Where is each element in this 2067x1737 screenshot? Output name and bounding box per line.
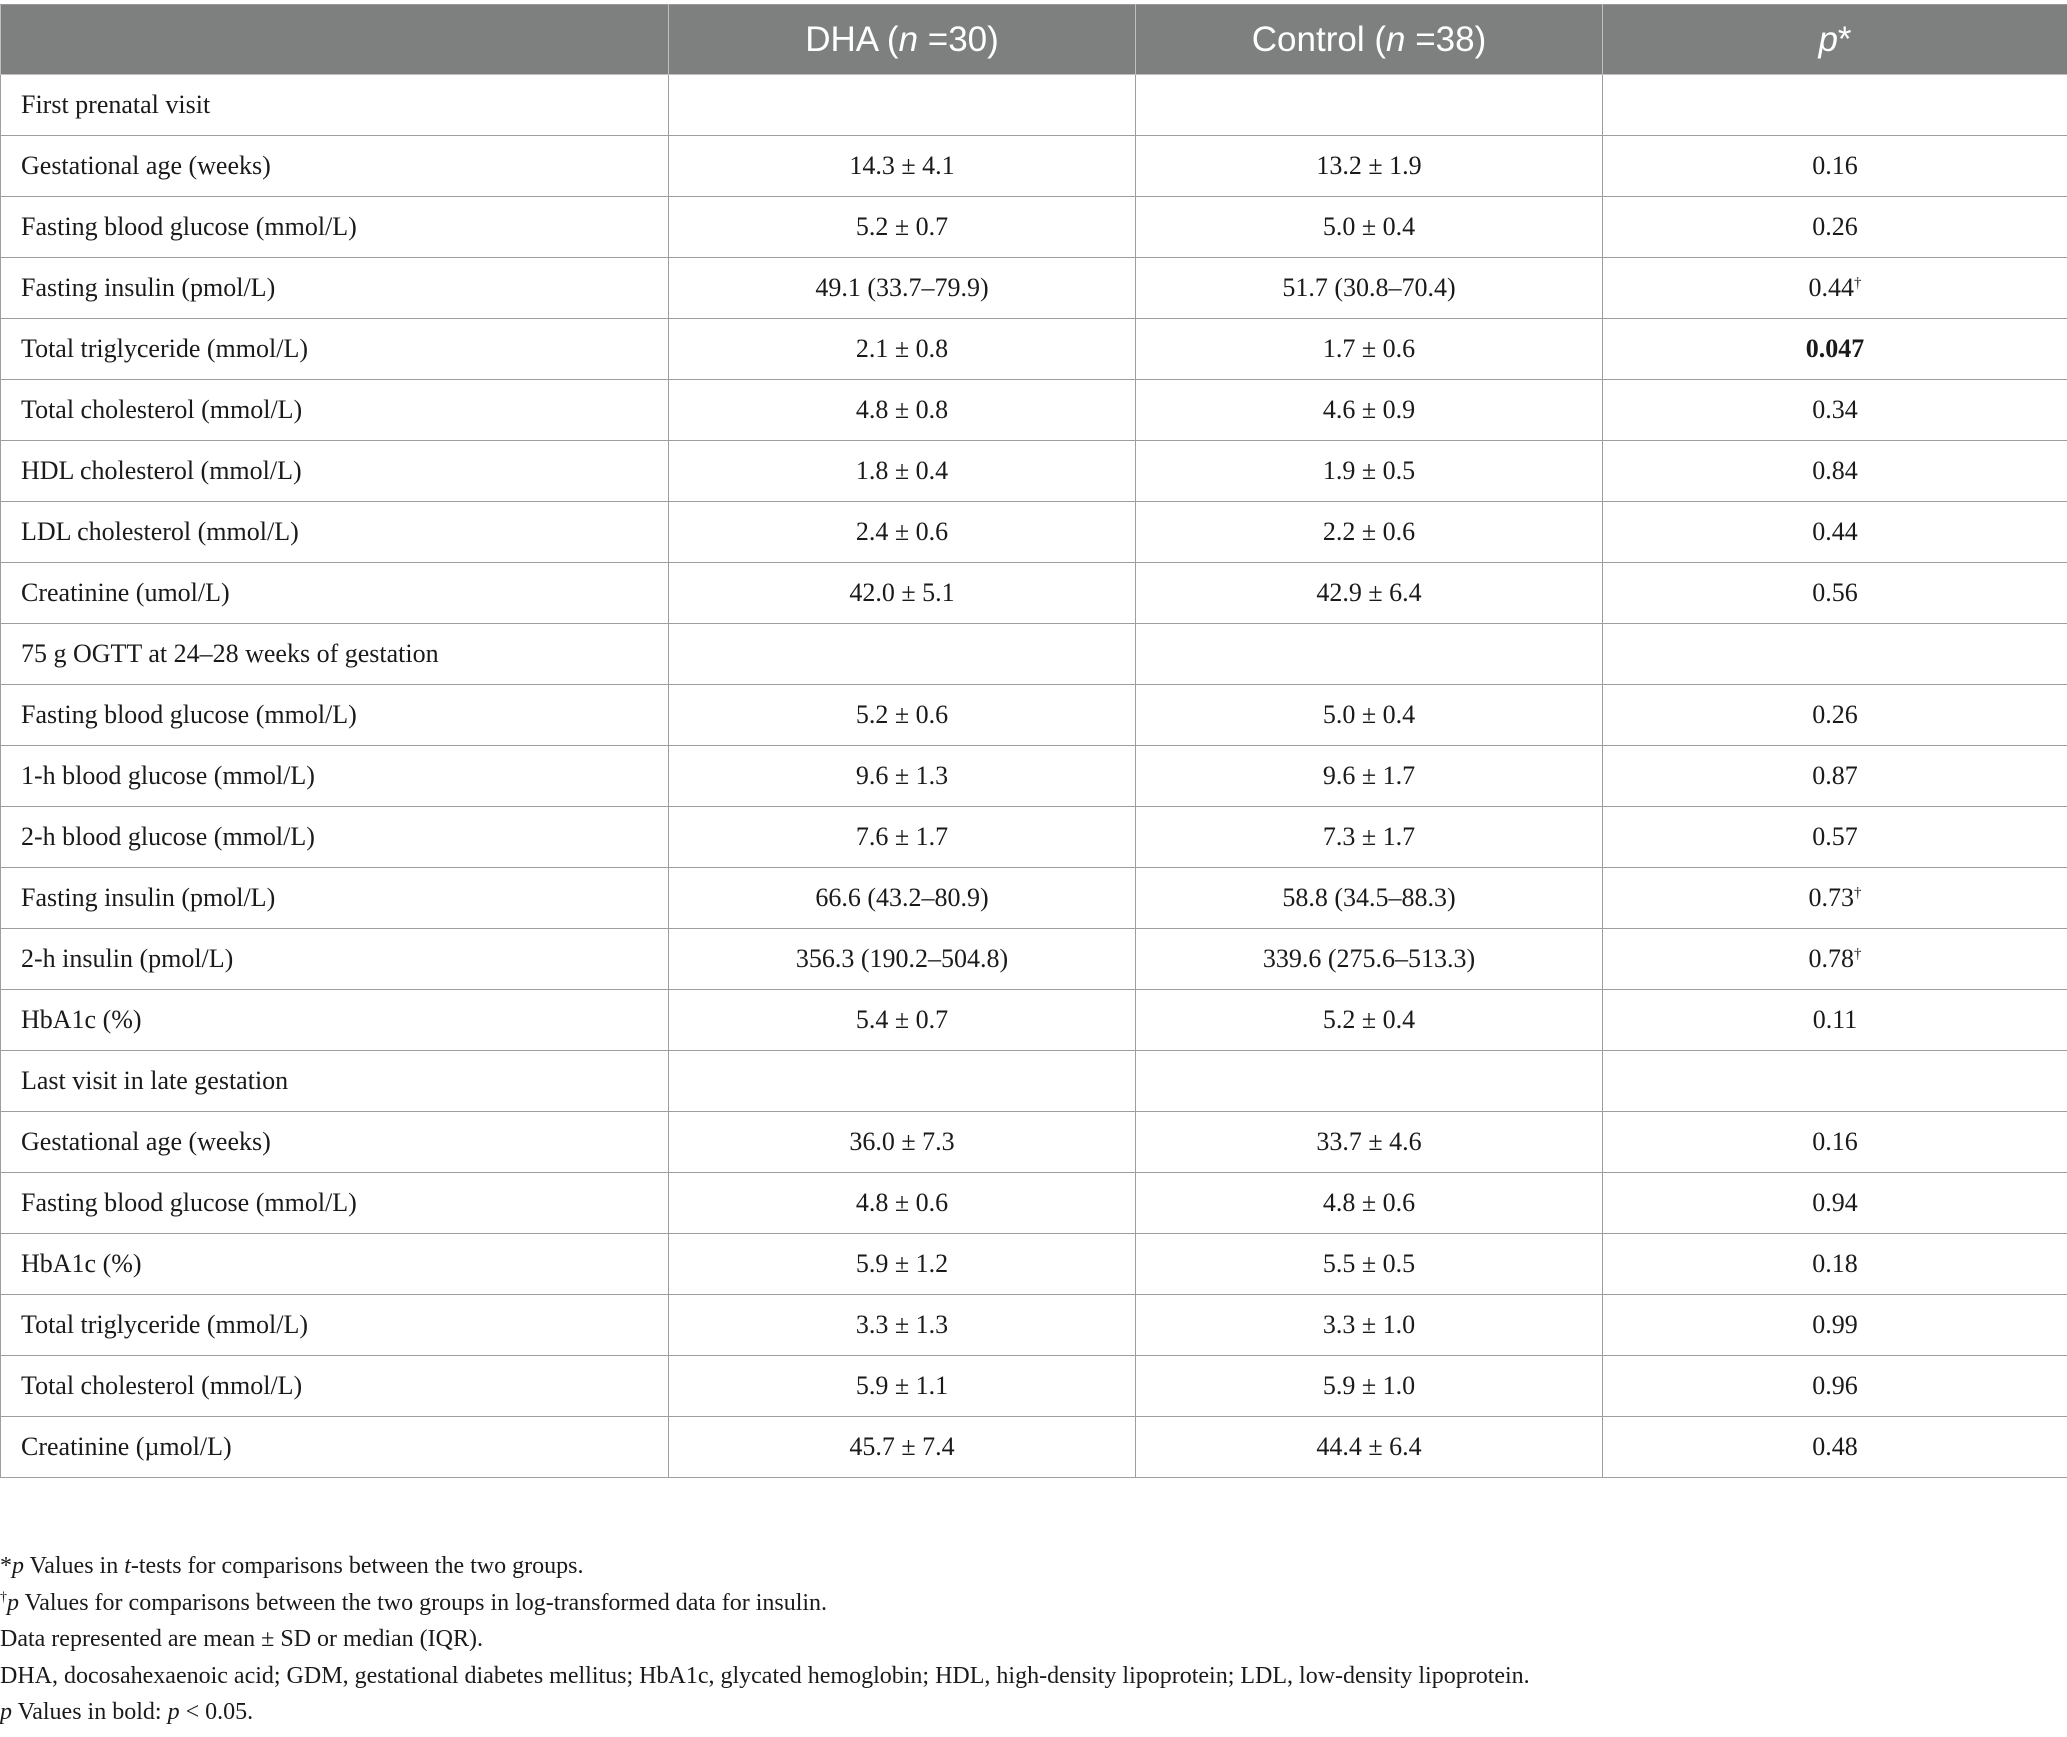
control-value: 3.3 ± 1.0 (1136, 1295, 1603, 1356)
table-row (1, 1112, 2067, 1173)
header-dha (669, 5, 1136, 75)
control-value: 51.7 (30.8–70.4) (1136, 258, 1603, 319)
header-control-count: =38) (1405, 19, 1487, 59)
dha-value: 3.3 ± 1.3 (669, 1295, 1136, 1356)
header-dha-count: =30) (918, 19, 999, 59)
p-value-number: 0.11 (1812, 1005, 1858, 1034)
dha-value: 45.7 ± 7.4 (669, 1417, 1136, 1478)
control-value: 2.2 ± 0.6 (1136, 502, 1603, 563)
table-row (1, 1295, 2067, 1356)
p-value-number: 0.18 (1812, 1249, 1858, 1278)
results-table-container (0, 4, 2067, 1478)
row-label: Fasting insulin (pmol/L) (1, 258, 669, 319)
table-row (1, 136, 2067, 197)
dha-value: 4.8 ± 0.6 (669, 1173, 1136, 1234)
control-value: 33.7 ± 4.6 (1136, 1112, 1603, 1173)
dha-value: 356.3 (190.2–504.8) (669, 929, 1136, 990)
row-label: 1-h blood glucose (mmol/L) (1, 746, 669, 807)
table-row (1, 197, 2067, 258)
dha-value: 4.8 ± 0.8 (669, 380, 1136, 441)
dha-value: 42.0 ± 5.1 (669, 563, 1136, 624)
table-row (1, 807, 2067, 868)
p-value (1603, 1051, 2067, 1112)
section-row (1, 624, 2067, 685)
table-row (1, 563, 2067, 624)
control-value (1136, 624, 1603, 685)
section-label: First prenatal visit (1, 75, 669, 136)
control-value: 1.7 ± 0.6 (1136, 319, 1603, 380)
footnote-p: p (12, 1553, 24, 1579)
p-value-number: 0.57 (1812, 822, 1858, 851)
dha-value: 2.4 ± 0.6 (669, 502, 1136, 563)
table-row (1, 990, 2067, 1051)
p-value-number: 0.26 (1812, 700, 1858, 729)
p-value-number: 0.047 (1805, 334, 1865, 363)
control-value: 13.2 ± 1.9 (1136, 136, 1603, 197)
control-value: 339.6 (275.6–513.3) (1136, 929, 1603, 990)
p-value (1603, 197, 2067, 258)
control-value: 58.8 (34.5–88.3) (1136, 868, 1603, 929)
control-value (1136, 1051, 1603, 1112)
p-value (1603, 807, 2067, 868)
table-row (1, 502, 2067, 563)
dha-value: 5.2 ± 0.6 (669, 685, 1136, 746)
dha-value: 66.6 (43.2–80.9) (669, 868, 1136, 929)
control-value: 4.8 ± 0.6 (1136, 1173, 1603, 1234)
footnote-asterisk: * (0, 1553, 12, 1579)
row-label: HDL cholesterol (mmol/L) (1, 441, 669, 502)
row-label: HbA1c (%) (1, 1234, 669, 1295)
p-value-number: 0.87 (1812, 761, 1858, 790)
dha-value: 14.3 ± 4.1 (669, 136, 1136, 197)
dha-value: 36.0 ± 7.3 (669, 1112, 1136, 1173)
p-value (1603, 624, 2067, 685)
p-value (1603, 1112, 2067, 1173)
dha-value: 5.4 ± 0.7 (669, 990, 1136, 1051)
table-row (1, 746, 2067, 807)
p-value-number: 0.34 (1812, 395, 1858, 424)
dha-value: 5.9 ± 1.2 (669, 1234, 1136, 1295)
table-row (1, 1356, 2067, 1417)
header-control-label: Control ( (1251, 19, 1386, 59)
p-value (1603, 75, 2067, 136)
header-row (1, 5, 2067, 75)
p-value-number: 0.84 (1812, 456, 1858, 485)
footnote-text: -tests for comparisons between the two groups. (130, 1553, 584, 1579)
p-value (1603, 685, 2067, 746)
p-value-number: 0.94 (1812, 1188, 1858, 1217)
header-p-value (1603, 5, 2067, 75)
row-label: LDL cholesterol (mmol/L) (1, 502, 669, 563)
p-value (1603, 502, 2067, 563)
control-value: 5.0 ± 0.4 (1136, 685, 1603, 746)
row-label: HbA1c (%) (1, 990, 669, 1051)
dha-value (669, 624, 1136, 685)
table-row (1, 1173, 2067, 1234)
p-value-number: 0.73 (1808, 883, 1854, 912)
header-dha-n: n (898, 19, 919, 59)
p-value-number: 0.16 (1812, 1127, 1858, 1156)
footnote-ttest (0, 1548, 1530, 1585)
p-value-number: 0.99 (1812, 1310, 1858, 1339)
control-value: 4.6 ± 0.9 (1136, 380, 1603, 441)
footnote-p: p (7, 1589, 19, 1616)
footnote-dagger: † (0, 1589, 7, 1605)
dha-value: 1.8 ± 0.4 (669, 441, 1136, 502)
control-value: 5.9 ± 1.0 (1136, 1356, 1603, 1417)
row-label: 2-h insulin (pmol/L) (1, 929, 669, 990)
p-value (1603, 868, 2067, 929)
table-row (1, 380, 2067, 441)
footnote-data-representation: Data represented are mean ± SD or median (IQR). (0, 1626, 483, 1652)
control-value: 9.6 ± 1.7 (1136, 746, 1603, 807)
p-value-number: 0.44 (1808, 273, 1854, 302)
table-row (1, 1234, 2067, 1295)
p-value (1603, 441, 2067, 502)
control-value: 1.9 ± 0.5 (1136, 441, 1603, 502)
control-value: 5.2 ± 0.4 (1136, 990, 1603, 1051)
dha-value: 2.1 ± 0.8 (669, 319, 1136, 380)
table-row (1, 441, 2067, 502)
section-row (1, 75, 2067, 136)
dha-value: 7.6 ± 1.7 (669, 807, 1136, 868)
section-label: Last visit in late gestation (1, 1051, 669, 1112)
row-label: Fasting blood glucose (mmol/L) (1, 1173, 669, 1234)
p-value-number: 0.48 (1812, 1432, 1858, 1461)
control-value: 7.3 ± 1.7 (1136, 807, 1603, 868)
footnote-text: Values in (24, 1553, 125, 1579)
header-dha-label: DHA ( (805, 19, 899, 59)
p-value (1603, 929, 2067, 990)
p-value (1603, 136, 2067, 197)
table-row (1, 868, 2067, 929)
row-label: Fasting blood glucose (mmol/L) (1, 197, 669, 258)
p-value (1603, 1234, 2067, 1295)
p-value (1603, 258, 2067, 319)
p-value-number: 0.96 (1812, 1371, 1858, 1400)
footnote-text: Values in bold: (12, 1699, 168, 1725)
control-value: 44.4 ± 6.4 (1136, 1417, 1603, 1478)
header-control-n: n (1386, 19, 1406, 59)
header-variable (1, 5, 669, 75)
p-value (1603, 1356, 2067, 1417)
section-label: 75 g OGTT at 24–28 weeks of gestation (1, 624, 669, 685)
row-label: 2-h blood glucose (mmol/L) (1, 807, 669, 868)
dagger-mark: † (1854, 275, 1862, 291)
table-row (1, 685, 2067, 746)
p-value-number: 0.56 (1812, 578, 1858, 607)
row-label: Creatinine (umol/L) (1, 563, 669, 624)
row-label: Fasting blood glucose (mmol/L) (1, 685, 669, 746)
footnote-text: Values for comparisons between the two groups in log-transformed data for insulin. (19, 1589, 828, 1616)
results-table (0, 4, 2067, 1478)
table-row (1, 319, 2067, 380)
footnote-log-transform (0, 1585, 1530, 1622)
footnote-t: t (124, 1553, 131, 1579)
header-p-label: p (1818, 19, 1838, 59)
row-label: Total cholesterol (mmol/L) (1, 380, 669, 441)
row-label: Total triglyceride (mmol/L) (1, 319, 669, 380)
row-label: Fasting insulin (pmol/L) (1, 868, 669, 929)
p-value (1603, 563, 2067, 624)
table-footnotes (0, 1548, 1530, 1731)
table-row (1, 929, 2067, 990)
table-row (1, 258, 2067, 319)
footnote-text: < 0.05. (179, 1699, 254, 1725)
table-body (1, 75, 2067, 1478)
footnote-bold-values (0, 1694, 1530, 1731)
row-label: Gestational age (weeks) (1, 136, 669, 197)
row-label: Gestational age (weeks) (1, 1112, 669, 1173)
header-control (1136, 5, 1603, 75)
section-row (1, 1051, 2067, 1112)
p-value-number: 0.26 (1812, 212, 1858, 241)
row-label: Creatinine (µmol/L) (1, 1417, 669, 1478)
p-value (1603, 1173, 2067, 1234)
p-value (1603, 746, 2067, 807)
row-label: Total triglyceride (mmol/L) (1, 1295, 669, 1356)
dagger-mark: † (1854, 885, 1862, 901)
control-value (1136, 75, 1603, 136)
p-value (1603, 1417, 2067, 1478)
footnote-abbreviations: DHA, docosahexaenoic acid; GDM, gestational diabetes mellitus; HbA1c, glycated hemoglobin; HDL, high-density lipoprotein; LDL, low-density lipoprotein. (0, 1662, 1530, 1689)
p-value (1603, 990, 2067, 1051)
dha-value (669, 1051, 1136, 1112)
control-value: 42.9 ± 6.4 (1136, 563, 1603, 624)
control-value: 5.5 ± 0.5 (1136, 1234, 1603, 1295)
p-value-number: 0.78 (1808, 944, 1854, 973)
dha-value: 5.9 ± 1.1 (669, 1356, 1136, 1417)
table-row (1, 1417, 2067, 1478)
p-value (1603, 380, 2067, 441)
p-value-number: 0.44 (1812, 517, 1858, 546)
dha-value (669, 75, 1136, 136)
dha-value: 49.1 (33.7–79.9) (669, 258, 1136, 319)
dagger-mark: † (1854, 946, 1862, 962)
header-p-mark: * (1837, 19, 1852, 59)
row-label: Total cholesterol (mmol/L) (1, 1356, 669, 1417)
footnote-p: p (167, 1699, 180, 1725)
dha-value: 5.2 ± 0.7 (669, 197, 1136, 258)
p-value-number: 0.16 (1812, 151, 1858, 180)
footnote-p: p (0, 1699, 12, 1725)
control-value: 5.0 ± 0.4 (1136, 197, 1603, 258)
p-value (1603, 1295, 2067, 1356)
dha-value: 9.6 ± 1.3 (669, 746, 1136, 807)
p-value (1603, 319, 2067, 380)
